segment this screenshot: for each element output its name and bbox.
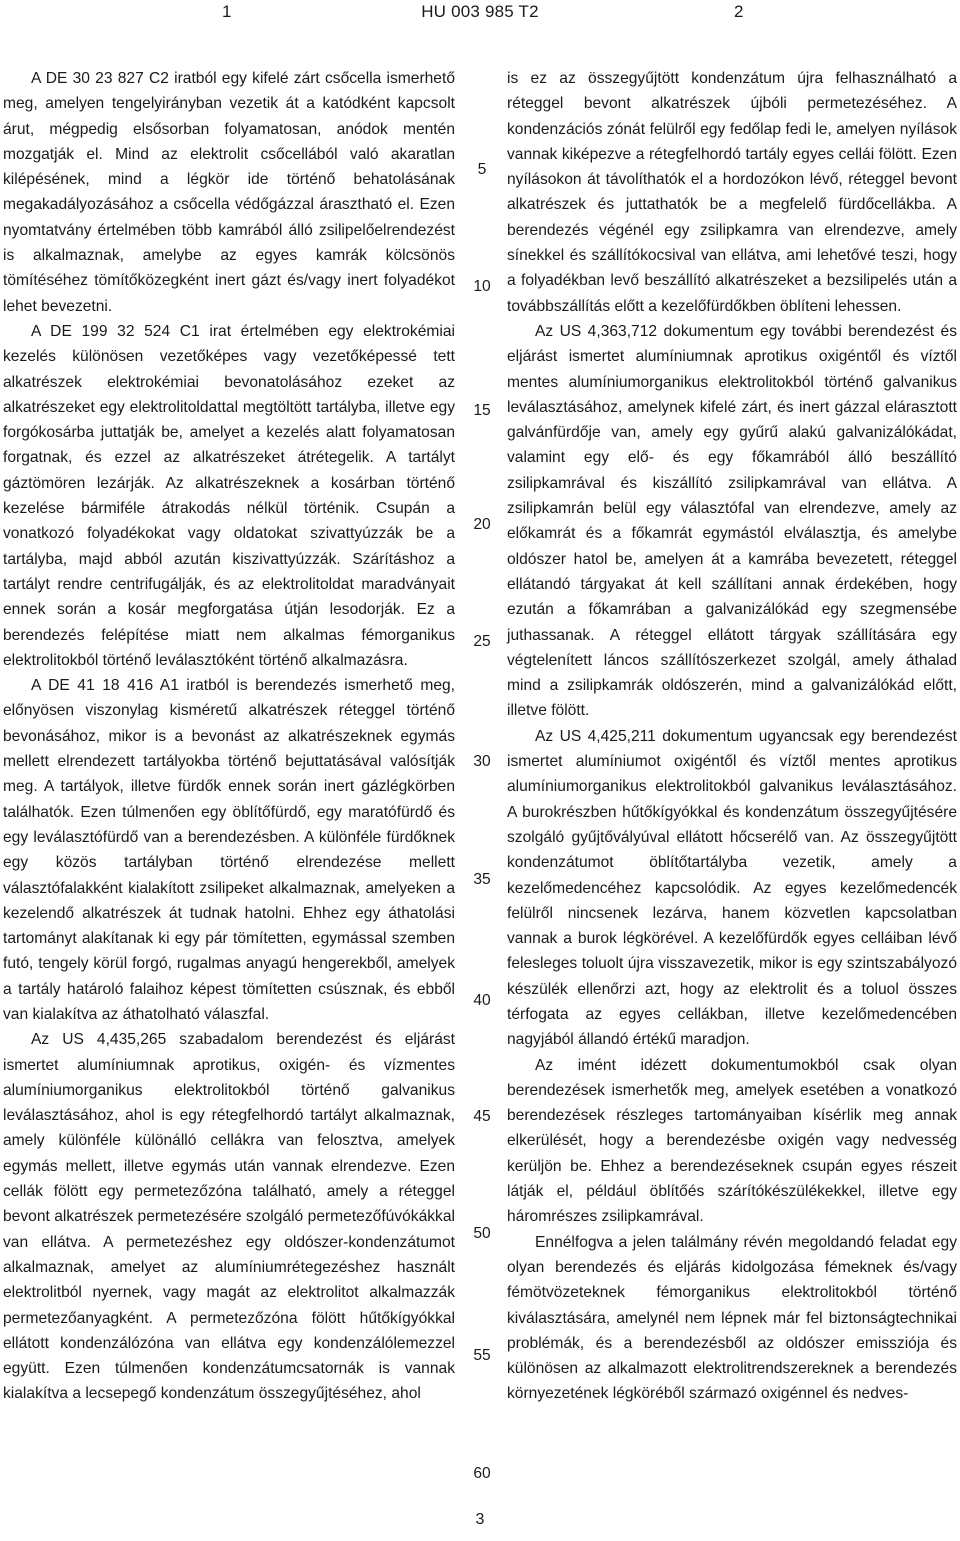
line-number: 55 [473,1347,491,1364]
line-number: 45 [473,1108,491,1125]
paragraph: Az US 4,363,712 dokumentum egy további berendezést és eljárást ismertet alumíniumnak aprotikus oxigéntől és víztől mentes alumíniumorganikus elektrolitokból történő galvanikus leválasztásához, amelynek kifelé zárt, és inert gázzal elárasztott galvánfürdője van, amely egy gyűrű alakú galvanizálókádat, valamint egy elő- és egy főkamrából álló beszállító zsilipkamrával és kiszállító zsilipkamrával van ellátva. A zsilipkamrán belül egy választófal van elrendezve, amely az előkamrát és a főkamrát egymástól elválasztja, és amelybe oldószer hatol be, amelyen át a kamrába bevezetett, réteggel ellátandó tárgyakat át kell szállítani annak érdekében, hogy ezután a főkamrában a galvanizálókád egy szegmensébe juthassanak. A réteggel ellátott tárgyak szállítására egy végtelenített láncos szállítószerkezet szolgál, amely áthalad mind a zsilipkamrák oldószerén, mind a galvanizálókád előtt, illetve fölött. [507,322,957,720]
paragraph: Az US 4,435,265 szabadalom berendezést és eljárást ismertet alumíniumnak aprotikus, oxigén- és vízmentes alumíniumorganikus elektrolitokból történő galvanikus leválasztásához, ahol is egy rétegfelhordó tartályt alkalmaznak, amely különféle különálló cellákra van felosztva, amelyek egymás mellett, illetve egymás után vannak elrendezve. Ezen cellák fölött egy permetezőzóna található, amely a réteggel bevont alkatrészek permetezésére szolgáló permetezőfúvókákkal van ellátva. A permetezéshez egy oldószer-kondenzátumot alkalmaznak, amelyet az alumíniumrétegezéshez használt elektrolitból nyernek, vagy magát az elektrolitot alkalmazzák permetezőanyagként. A permetezőzóna fölött hűtőkígyókkal ellátott kondenzálózóna van ellátva egy kondenzálólemezzel együtt. Ezen túlmenően kondenzátumcsatornák is vannak kialakítva a lecsepegő kondenzátum összegyűjtéséhez, ahol [3,1031,455,1403]
left-page-number: 1 [222,2,232,21]
paragraph: Az US 4,425,211 dokumentum ugyancsak egy berendezést ismertet alumíniumot oxigéntől és víztől mentes aprotikus alumíniumorganikus elektrolitokból galvanikus leválasztásához. A burokrészben hűtőkígyókkal és kondenzátum összegyűjtésére szolgáló gyűjtővályúval ellátott hőcserélő van. Az összegyűjtött kondenzátumot öblítőtartályba vezetik, amely a kezelőmedencéhez kapcsolódik. Az egyes kezelőmedencék felülről nincsenek lezárva, hanem közvetlen kapcsolatban vannak a burok légkörével. A kezelőfürdők egyes celláiban lévő felesleges toluolt újra visszavezetik, mikor is egy szintszabályozó készülék ellenőrzi azt, hogy az elektrolit és a toluol összes térfogata az egyes cellákban, illetve kezelőmedencében nagyjából állandó értékű maradjon. [507,727,957,1049]
line-number: 50 [473,1225,491,1242]
left-column [3,66,455,1407]
line-number: 5 [477,161,487,178]
document-id: HU 003 985 T2 [421,2,539,21]
paragraph: Ennélfogva a jelen találmány révén megoldandó feladat egy olyan berendezés és eljárás kidolgozása fémeknek és/vagy fémötvözeteknek fémorganikus elektrolitokból történő kiválasztására, amelynél nem lépnek már fel biztonságtechnikai problémák, és a berendezésből az oldószer emissziója és különösen az alkalmazott elektrolitrendszereknek a berendezés környezetének légköréből származó oxigénnel és nedves- [507,1233,957,1403]
paragraph: Az imént idézett dokumentumokból csak olyan berendezések ismerhetők meg, amelyek esetében a vonatkozó berendezések részleges tartományaiban kísérlik meg annak elkerülését, hogy a berendezésbe oxigén vagy nedvesség kerüljön be. Ehhez a berendezéseknek csupán egyes részeit látják el, például öblítőés szárítókészülékekkel, illetve egy háromrészes zsilipkamrával. [507,1056,957,1226]
paragraph: A DE 30 23 827 C2 iratból egy kifelé zárt csőcella ismerhető meg, amelyen tengelyirányban vezetik át a katódként kapcsolt árut, mégpedig elsősorban folyamatosan, anódok mentén mozgatják el. Mind az elektrolit csőcellából való akaratlan kilépésének, mind a légkör ide történő behatolásának megakadályozásához a csőcella védőgázzal árasztható el. Ezen nyomtatvány értelmében több kamrából álló zsilipelőelrendezést is alkalmaznak, amelybe az egyes kamrák kölcsönös tömítéséhez tömítőközegként inert gázt és/vagy inert folyadékot lehet bevezetni. [3,70,455,315]
paragraph: A DE 41 18 416 A1 iratból is berendezés ismerhető meg, előnyösen viszonylag kisméretű alkatrészek réteggel történő bevonásához, mikor is a bevonást az alkatrészeknek egymás mellett elrendezett tartályokba történő bejuttatásával valósítják meg. A tartályok, illetve fürdők ennek során inert gázlégkörben találhatók. Ezen túlmenően egy öblítőfürdő, egy maratófürdő és egy leválasztófürdő van a berendezésben. A különféle fürdőknek egy közös tartályban történő elrendezése mellett választófalakként kialakított zsilipeket alkalmaznak, amelyeken a kezelendő alkatrészek át tudnak hatolni. Ehhez egy áthatolási tartományt alakítanak ki egy pár tömítetten, egymással szemben futó, tengely körül forgó, rugalmas anyagú hengerekből, amelyek a tartály határoló falaihoz képest tömítetten csúsznak, és ebből van kialakítva az áthatolható válaszfal. [3,677,455,1023]
right-column [507,66,957,1407]
line-number: 35 [473,871,491,888]
line-numbers [462,0,502,1541]
paragraph: is ez az összegyűjtött kondenzátum újra felhasználható a réteggel bevont alkatrészek újbóli permetezéséhez. A kondenzációs zónát felülről egy fedőlap fedi le, amelyen nyílások vannak kiképezve a rétegfelhordó tartály egyes cellái fölött. Ezen nyílásokon át távolíthatók el a hordozókon lévő, réteggel bevont alkatrészek és juttathatók be a megfelelő fürdőcellákba. A berendezés végénél egy zsilipkamra van elrendezve, amely sínekkel és szállítókocsival van ellátva, ami lehetővé teszi, hogy a folyadékban levő beszállító alkatrészeket a bezsilipelés után a továbbszállítás előtt a kezelőfürdőkben öblíteni lehessen. [507,70,957,315]
line-number: 30 [473,753,491,770]
line-number: 20 [473,516,491,533]
right-page-number: 2 [734,2,744,21]
line-number: 60 [473,1465,491,1482]
paragraph: A DE 199 32 524 C1 irat értelmében egy elektrokémiai kezelés különösen vezetőképes vagy vezetőképessé tett alkatrészek elektrokémiai bevonatolásához ezeket az alkatrészeket egy elektrolitoldattal megtöltött tartályba, illetve egy forgókosárba juttatják be, amelyet a kezelés alatt folyamatosan forgatnak, és ezzel az alkatrészeket átrétegelik. A tartályt gáztömören lezárják. Az alkatrészeknek a kosárban történő kezelése bármiféle átrakodás nélkül történik. Csupán a vonatkozó folyadékokat vagy oldatokat szivattyúzzák be a tartályba, majd abból azután kiszivattyúzzák. Szárításhoz a tartályt rendre centrifugálják, és az elektrolitoldat maradványait ennek során a kosár megforgatása útján lesodorják. Ez a berendezés felépítése miatt nem alkalmas fémorganikus elektrolitokból történő leválasztóként történő alkalmazásra. [3,322,455,669]
line-number: 10 [473,278,491,295]
page-number-footer: 3 [475,1511,485,1528]
line-number: 15 [473,402,491,419]
line-number: 40 [473,992,491,1009]
line-number: 25 [473,633,491,650]
